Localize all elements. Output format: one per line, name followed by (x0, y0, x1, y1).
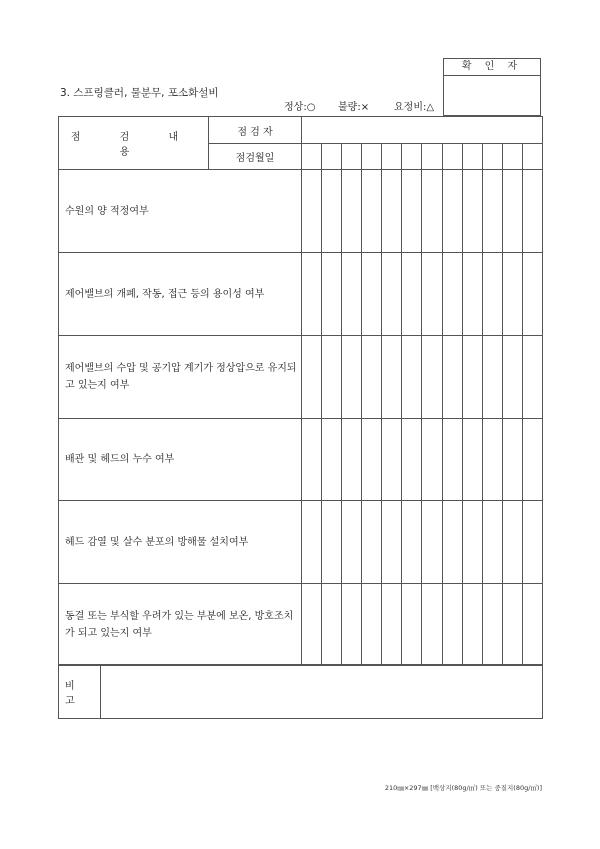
check-cell[interactable] (382, 584, 402, 666)
check-cell[interactable] (402, 584, 422, 666)
check-cell[interactable] (382, 501, 402, 584)
check-cell[interactable] (462, 253, 482, 336)
legend-normal: 정상:○ (284, 102, 316, 113)
check-cell[interactable] (482, 170, 502, 253)
date-cell[interactable] (322, 144, 342, 170)
inspection-table (58, 116, 543, 666)
check-cell[interactable] (522, 170, 542, 253)
item-label: 제어밸브의 수압 및 공기압 계기가 정상압으로 유지되고 있는지 여부 (59, 336, 302, 419)
check-cell[interactable] (522, 336, 542, 419)
check-cell[interactable] (502, 253, 522, 336)
check-cell[interactable] (442, 584, 462, 666)
check-cell[interactable] (522, 419, 542, 501)
check-cell[interactable] (362, 336, 382, 419)
item-label: 동결 또는 부식할 우려가 있는 부분에 보온, 방호조치가 되고 있는지 여부 (59, 584, 302, 666)
check-cell[interactable] (342, 336, 362, 419)
check-cell[interactable] (362, 501, 382, 584)
date-cell[interactable] (382, 144, 402, 170)
check-cell[interactable] (522, 253, 542, 336)
check-cell[interactable] (502, 419, 522, 501)
check-cell[interactable] (482, 501, 502, 584)
check-cell[interactable] (402, 419, 422, 501)
check-cell[interactable] (382, 336, 402, 419)
legend-needs-repair: 요정비:△ (394, 102, 435, 113)
table-row (59, 170, 543, 253)
item-label: 배관 및 헤드의 누수 여부 (59, 419, 302, 501)
check-cell[interactable] (442, 170, 462, 253)
date-cell[interactable] (502, 144, 522, 170)
check-cell[interactable] (402, 336, 422, 419)
check-cell[interactable] (342, 419, 362, 501)
check-cell[interactable] (342, 501, 362, 584)
table-row (59, 336, 543, 419)
check-cell[interactable] (302, 501, 322, 584)
item-label: 제어밸브의 개폐, 작동, 접근 등의 용이성 여부 (59, 253, 302, 336)
section-title: 3. 스프링클러, 물분무, 포소화설비 (60, 87, 219, 99)
check-cell[interactable] (442, 336, 462, 419)
check-cell[interactable] (382, 419, 402, 501)
date-cell[interactable] (482, 144, 502, 170)
confirmer-label: 확 인 자 (444, 59, 540, 76)
check-cell[interactable] (462, 336, 482, 419)
check-cell[interactable] (502, 336, 522, 419)
check-cell[interactable] (482, 584, 502, 666)
check-cell[interactable] (382, 170, 402, 253)
check-cell[interactable] (502, 584, 522, 666)
check-cell[interactable] (322, 501, 342, 584)
check-cell[interactable] (322, 253, 342, 336)
check-cell[interactable] (402, 253, 422, 336)
date-cell[interactable] (442, 144, 462, 170)
confirmer-box (443, 58, 541, 116)
date-cell[interactable] (302, 144, 322, 170)
header-inspector-label: 점 검 자 (209, 117, 302, 144)
table-row (59, 419, 543, 501)
check-cell[interactable] (422, 419, 442, 501)
remarks-table (58, 664, 543, 719)
check-cell[interactable] (402, 501, 422, 584)
check-cell[interactable] (522, 501, 542, 584)
check-cell[interactable] (462, 419, 482, 501)
check-cell[interactable] (442, 501, 462, 584)
header-date-label: 점검월일 (209, 144, 302, 170)
check-cell[interactable] (462, 584, 482, 666)
check-cell[interactable] (322, 336, 342, 419)
date-cell[interactable] (462, 144, 482, 170)
confirmer-signature-area[interactable] (444, 76, 540, 116)
check-cell[interactable] (382, 253, 402, 336)
date-cell[interactable] (522, 144, 542, 170)
check-cell[interactable] (302, 253, 322, 336)
check-cell[interactable] (422, 170, 442, 253)
check-cell[interactable] (302, 336, 322, 419)
table-row (59, 501, 543, 584)
check-cell[interactable] (302, 584, 322, 666)
check-cell[interactable] (422, 501, 442, 584)
check-cell[interactable] (342, 170, 362, 253)
date-cell[interactable] (362, 144, 382, 170)
inspector-names-cell[interactable] (302, 117, 543, 144)
check-cell[interactable] (482, 336, 502, 419)
paper-spec-footer: 210㎜×297㎜ [백상지(80g/㎡) 또는 중질지(80g/㎡)] (384, 784, 542, 792)
table-row (59, 584, 543, 666)
remark-label: 비 고 (59, 665, 101, 719)
check-cell[interactable] (342, 253, 362, 336)
check-cell[interactable] (502, 170, 522, 253)
check-cell[interactable] (362, 253, 382, 336)
check-cell[interactable] (442, 419, 462, 501)
check-cell[interactable] (402, 170, 422, 253)
check-cell[interactable] (522, 584, 542, 666)
table-row (59, 253, 543, 336)
check-cell[interactable] (482, 253, 502, 336)
remark-field[interactable] (101, 665, 543, 719)
check-cell[interactable] (362, 170, 382, 253)
date-cell[interactable] (422, 144, 442, 170)
check-cell[interactable] (302, 170, 322, 253)
check-cell[interactable] (342, 584, 362, 666)
item-label: 수원의 양 적정여부 (59, 170, 302, 253)
check-cell[interactable] (462, 170, 482, 253)
check-cell[interactable] (322, 419, 342, 501)
header-inspection-content: 점 검 내 용 (59, 117, 209, 170)
legend-defective: 불량:× (338, 102, 370, 113)
check-cell[interactable] (462, 501, 482, 584)
date-cell[interactable] (402, 144, 422, 170)
check-cell[interactable] (422, 253, 442, 336)
check-cell[interactable] (442, 253, 462, 336)
check-cell[interactable] (362, 419, 382, 501)
check-cell[interactable] (322, 584, 342, 666)
check-cell[interactable] (502, 501, 522, 584)
check-cell[interactable] (302, 419, 322, 501)
check-cell[interactable] (422, 336, 442, 419)
check-cell[interactable] (422, 584, 442, 666)
item-label: 헤드 감열 및 살수 분포의 방해물 설치여부 (59, 501, 302, 584)
check-cell[interactable] (482, 419, 502, 501)
check-cell[interactable] (322, 170, 342, 253)
date-cell[interactable] (342, 144, 362, 170)
check-cell[interactable] (362, 584, 382, 666)
